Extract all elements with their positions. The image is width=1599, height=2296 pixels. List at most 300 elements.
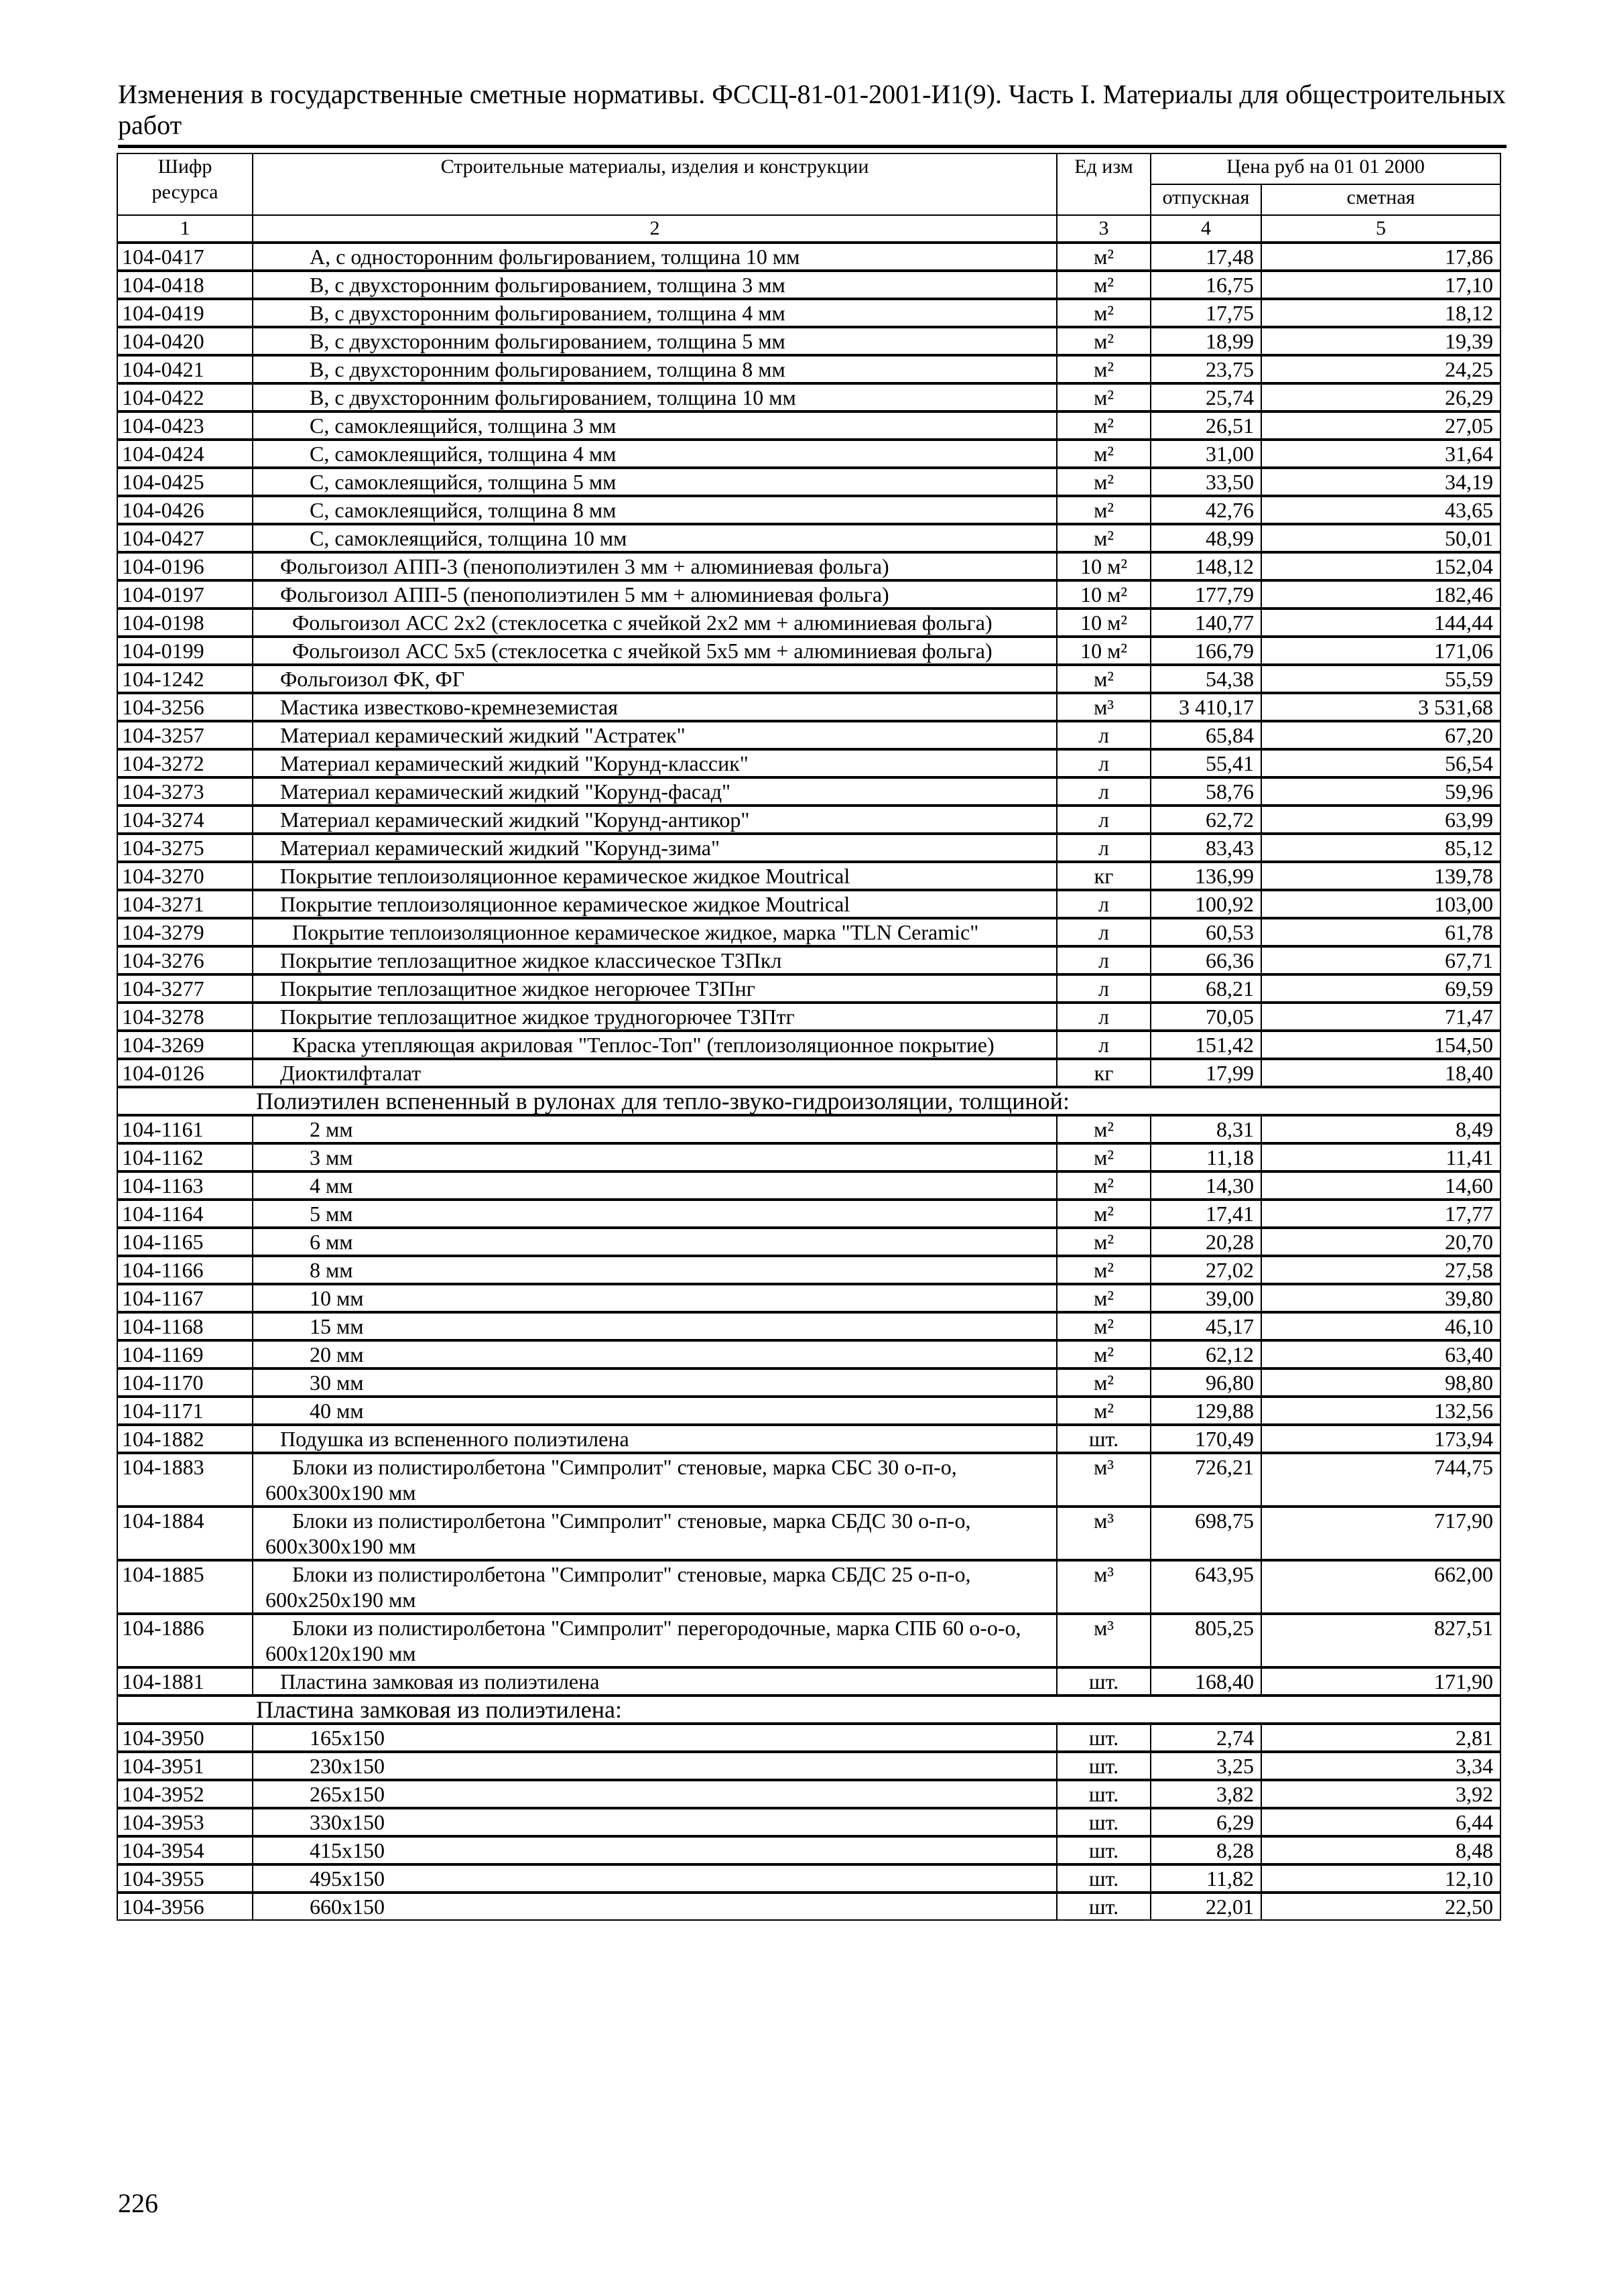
material-name: Материал керамический жидкий "Корунд-антикор" bbox=[253, 806, 1057, 834]
material-name: Блоки из полистиролбетона "Симпролит" стеновые, марка СБДС 30 о-п-о, 600х300х190 мм bbox=[253, 1507, 1057, 1560]
release-price: 148,12 bbox=[1151, 552, 1261, 580]
resource-code: 104-1162 bbox=[117, 1143, 253, 1171]
unit-of-measure: л bbox=[1057, 834, 1151, 862]
table-row bbox=[117, 524, 1500, 552]
unit-of-measure: м² bbox=[1057, 299, 1151, 327]
release-price: 168,40 bbox=[1151, 1667, 1261, 1696]
header-price-group: Цена руб на 01 01 2000 bbox=[1151, 153, 1500, 184]
release-price: 151,42 bbox=[1151, 1031, 1261, 1059]
release-price: 31,00 bbox=[1151, 440, 1261, 468]
estimate-price: 71,47 bbox=[1261, 1003, 1500, 1031]
unit-of-measure: шт. bbox=[1057, 1893, 1151, 1920]
table-row bbox=[117, 1836, 1500, 1864]
resource-code: 104-3955 bbox=[117, 1864, 253, 1893]
resource-code: 104-3256 bbox=[117, 693, 253, 721]
resource-code: 104-3954 bbox=[117, 1836, 253, 1864]
table-row bbox=[117, 1507, 1500, 1560]
release-price: 58,76 bbox=[1151, 777, 1261, 806]
material-name: Блоки из полистиролбетона "Симпролит" стеновые, марка СБДС 25 о-п-о, 600х250х190 мм bbox=[253, 1560, 1057, 1614]
resource-code: 104-0420 bbox=[117, 327, 253, 355]
unit-of-measure: м² bbox=[1057, 1340, 1151, 1368]
table-row bbox=[117, 806, 1500, 834]
estimate-price: 46,10 bbox=[1261, 1312, 1500, 1340]
unit-of-measure: кг bbox=[1057, 1059, 1151, 1087]
unit-of-measure: м² bbox=[1057, 1256, 1151, 1284]
table-row bbox=[117, 1312, 1500, 1340]
unit-of-measure: шт. bbox=[1057, 1667, 1151, 1696]
unit-of-measure: м³ bbox=[1057, 1453, 1151, 1507]
table-row bbox=[117, 721, 1500, 749]
unit-of-measure: л bbox=[1057, 1031, 1151, 1059]
estimate-price: 20,70 bbox=[1261, 1228, 1500, 1256]
material-name: 265х150 bbox=[253, 1780, 1057, 1808]
unit-of-measure: м² bbox=[1057, 440, 1151, 468]
table-row bbox=[117, 1031, 1500, 1059]
unit-of-measure: м² bbox=[1057, 243, 1151, 271]
resource-code: 104-3276 bbox=[117, 946, 253, 974]
material-name: В, с двухсторонним фольгированием, толщина 4 мм bbox=[253, 299, 1057, 327]
unit-of-measure: шт. bbox=[1057, 1425, 1151, 1453]
resource-code: 104-1167 bbox=[117, 1284, 253, 1312]
material-name: Подушка из вспененного полиэтилена bbox=[253, 1425, 1057, 1453]
estimate-price: 3 531,68 bbox=[1261, 693, 1500, 721]
unit-of-measure: шт. bbox=[1057, 1808, 1151, 1836]
unit-of-measure: м² bbox=[1057, 524, 1151, 552]
material-name: 415х150 bbox=[253, 1836, 1057, 1864]
release-price: 8,31 bbox=[1151, 1115, 1261, 1143]
unit-of-measure: м² bbox=[1057, 1228, 1151, 1256]
resource-code: 104-1886 bbox=[117, 1614, 253, 1667]
estimate-price: 67,71 bbox=[1261, 946, 1500, 974]
resource-code: 104-1169 bbox=[117, 1340, 253, 1368]
table-row bbox=[117, 1059, 1500, 1087]
resource-code: 104-1168 bbox=[117, 1312, 253, 1340]
unit-of-measure: кг bbox=[1057, 862, 1151, 890]
unit-of-measure: м² bbox=[1057, 1171, 1151, 1200]
unit-of-measure: м³ bbox=[1057, 693, 1151, 721]
estimate-price: 103,00 bbox=[1261, 890, 1500, 918]
unit-of-measure: м³ bbox=[1057, 1614, 1151, 1667]
material-name: 30 мм bbox=[253, 1368, 1057, 1397]
material-name: Покрытие теплоизоляционное керамическое жидкое Moutrical bbox=[253, 890, 1057, 918]
resource-code: 104-0427 bbox=[117, 524, 253, 552]
material-name: В, с двухсторонним фольгированием, толщина 5 мм bbox=[253, 327, 1057, 355]
table-row bbox=[117, 1143, 1500, 1171]
release-price: 96,80 bbox=[1151, 1368, 1261, 1397]
table-row bbox=[117, 1560, 1500, 1614]
table-row bbox=[117, 749, 1500, 777]
table-row bbox=[117, 1115, 1500, 1143]
estimate-price: 182,46 bbox=[1261, 580, 1500, 609]
estimate-price: 61,78 bbox=[1261, 918, 1500, 946]
resource-code: 104-3956 bbox=[117, 1893, 253, 1920]
unit-of-measure: м² bbox=[1057, 1397, 1151, 1425]
table-row bbox=[117, 327, 1500, 355]
estimate-price: 3,92 bbox=[1261, 1780, 1500, 1808]
table-row bbox=[117, 1614, 1500, 1667]
unit-of-measure: м² bbox=[1057, 1284, 1151, 1312]
resource-code: 104-3269 bbox=[117, 1031, 253, 1059]
header-unit: Ед изм bbox=[1057, 153, 1151, 215]
estimate-price: 152,04 bbox=[1261, 552, 1500, 580]
unit-of-measure: 10 м² bbox=[1057, 552, 1151, 580]
resource-code: 104-1163 bbox=[117, 1171, 253, 1200]
unit-of-measure: шт. bbox=[1057, 1752, 1151, 1780]
estimate-price: 69,59 bbox=[1261, 974, 1500, 1003]
release-price: 3,82 bbox=[1151, 1780, 1261, 1808]
estimate-price: 31,64 bbox=[1261, 440, 1500, 468]
material-name: Фольгоизол ФК, ФГ bbox=[253, 665, 1057, 693]
unit-of-measure: м² bbox=[1057, 1115, 1151, 1143]
table-row bbox=[117, 1864, 1500, 1893]
resource-code: 104-1170 bbox=[117, 1368, 253, 1397]
table-row bbox=[117, 468, 1500, 496]
material-name: Покрытие теплозащитное жидкое классическое ТЗПкл bbox=[253, 946, 1057, 974]
material-name: Блоки из полистиролбетона "Симпролит" стеновые, марка СБС 30 о-п-о, 600х300х190 мм bbox=[253, 1453, 1057, 1507]
release-price: 170,49 bbox=[1151, 1425, 1261, 1453]
unit-of-measure: м² bbox=[1057, 1368, 1151, 1397]
col-number: 2 bbox=[253, 215, 1057, 243]
release-price: 8,28 bbox=[1151, 1836, 1261, 1864]
release-price: 16,75 bbox=[1151, 271, 1261, 299]
material-name: С, самоклеящийся, толщина 4 мм bbox=[253, 440, 1057, 468]
material-name: 40 мм bbox=[253, 1397, 1057, 1425]
estimate-price: 17,77 bbox=[1261, 1200, 1500, 1228]
estimate-price: 171,90 bbox=[1261, 1667, 1500, 1696]
estimate-price: 59,96 bbox=[1261, 777, 1500, 806]
resource-code: 104-3277 bbox=[117, 974, 253, 1003]
release-price: 27,02 bbox=[1151, 1256, 1261, 1284]
material-name: Материал керамический жидкий "Корунд-зима" bbox=[253, 834, 1057, 862]
table-row bbox=[117, 1752, 1500, 1780]
release-price: 11,82 bbox=[1151, 1864, 1261, 1893]
release-price: 14,30 bbox=[1151, 1171, 1261, 1200]
resource-code: 104-1161 bbox=[117, 1115, 253, 1143]
estimate-price: 717,90 bbox=[1261, 1507, 1500, 1560]
resource-code: 104-3951 bbox=[117, 1752, 253, 1780]
material-name: В, с двухсторонним фольгированием, толщина 3 мм bbox=[253, 271, 1057, 299]
material-name: Фольгоизол АСС 2х2 (стеклосетка с ячейкой 2х2 мм + алюминиевая фольга) bbox=[253, 609, 1057, 637]
section-heading: Пластина замковая из полиэтилена: bbox=[117, 1696, 1500, 1724]
release-price: 166,79 bbox=[1151, 637, 1261, 665]
material-name: 230х150 bbox=[253, 1752, 1057, 1780]
release-price: 23,75 bbox=[1151, 355, 1261, 383]
material-name: 20 мм bbox=[253, 1340, 1057, 1368]
table-row bbox=[117, 693, 1500, 721]
estimate-price: 18,12 bbox=[1261, 299, 1500, 327]
material-name: 165х150 bbox=[253, 1724, 1057, 1752]
resource-code: 104-0198 bbox=[117, 609, 253, 637]
table-row bbox=[117, 862, 1500, 890]
table-row bbox=[117, 440, 1500, 468]
section-heading-row bbox=[117, 1087, 1500, 1115]
resource-code: 104-3273 bbox=[117, 777, 253, 806]
table-row bbox=[117, 665, 1500, 693]
estimate-price: 139,78 bbox=[1261, 862, 1500, 890]
table-row bbox=[117, 1808, 1500, 1836]
material-name: 2 мм bbox=[253, 1115, 1057, 1143]
unit-of-measure: м³ bbox=[1057, 1560, 1151, 1614]
header-release-price: отпускная bbox=[1151, 184, 1261, 215]
resource-code: 104-3279 bbox=[117, 918, 253, 946]
table-row bbox=[117, 1397, 1500, 1425]
table-row bbox=[117, 355, 1500, 383]
table-row bbox=[117, 1228, 1500, 1256]
unit-of-measure: м² bbox=[1057, 1143, 1151, 1171]
release-price: 20,28 bbox=[1151, 1228, 1261, 1256]
table-row bbox=[117, 299, 1500, 327]
estimate-price: 24,25 bbox=[1261, 355, 1500, 383]
release-price: 68,21 bbox=[1151, 974, 1261, 1003]
unit-of-measure: л bbox=[1057, 918, 1151, 946]
estimate-price: 132,56 bbox=[1261, 1397, 1500, 1425]
resource-code: 104-1884 bbox=[117, 1507, 253, 1560]
unit-of-measure: м² bbox=[1057, 665, 1151, 693]
resource-code: 104-0425 bbox=[117, 468, 253, 496]
material-name: С, самоклеящийся, толщина 5 мм bbox=[253, 468, 1057, 496]
release-price: 60,53 bbox=[1151, 918, 1261, 946]
release-price: 17,75 bbox=[1151, 299, 1261, 327]
release-price: 17,99 bbox=[1151, 1059, 1261, 1087]
estimate-price: 144,44 bbox=[1261, 609, 1500, 637]
table-row bbox=[117, 609, 1500, 637]
column-number-row bbox=[117, 215, 1500, 243]
estimate-price: 171,06 bbox=[1261, 637, 1500, 665]
release-price: 65,84 bbox=[1151, 721, 1261, 749]
resource-code: 104-0417 bbox=[117, 243, 253, 271]
estimate-price: 154,50 bbox=[1261, 1031, 1500, 1059]
header-name: Строительные материалы, изделия и конструкции bbox=[253, 153, 1057, 215]
unit-of-measure: м² bbox=[1057, 1200, 1151, 1228]
unit-of-measure: м² bbox=[1057, 496, 1151, 524]
table-row bbox=[117, 1425, 1500, 1453]
table-row bbox=[117, 1284, 1500, 1312]
section-heading: Полиэтилен вспененный в рулонах для тепло-звуко-гидроизоляции, толщиной: bbox=[117, 1087, 1500, 1115]
estimate-price: 34,19 bbox=[1261, 468, 1500, 496]
estimate-price: 6,44 bbox=[1261, 1808, 1500, 1836]
material-name: 5 мм bbox=[253, 1200, 1057, 1228]
release-price: 55,41 bbox=[1151, 749, 1261, 777]
resource-code: 104-0422 bbox=[117, 383, 253, 411]
unit-of-measure: л bbox=[1057, 806, 1151, 834]
estimate-price: 85,12 bbox=[1261, 834, 1500, 862]
table-row bbox=[117, 1368, 1500, 1397]
estimate-price: 55,59 bbox=[1261, 665, 1500, 693]
col-number: 3 bbox=[1057, 215, 1151, 243]
header-rule bbox=[118, 145, 1507, 148]
material-name: Материал керамический жидкий "Корунд-фасад" bbox=[253, 777, 1057, 806]
estimate-price: 26,29 bbox=[1261, 383, 1500, 411]
table-row bbox=[117, 1200, 1500, 1228]
resource-code: 104-1165 bbox=[117, 1228, 253, 1256]
estimate-price: 744,75 bbox=[1261, 1453, 1500, 1507]
release-price: 18,99 bbox=[1151, 327, 1261, 355]
table-row bbox=[117, 243, 1500, 271]
estimate-price: 19,39 bbox=[1261, 327, 1500, 355]
release-price: 70,05 bbox=[1151, 1003, 1261, 1031]
unit-of-measure: м² bbox=[1057, 1312, 1151, 1340]
release-price: 17,41 bbox=[1151, 1200, 1261, 1228]
release-price: 805,25 bbox=[1151, 1614, 1261, 1667]
table-row bbox=[117, 1340, 1500, 1368]
release-price: 136,99 bbox=[1151, 862, 1261, 890]
table-row bbox=[117, 552, 1500, 580]
material-name: 660х150 bbox=[253, 1893, 1057, 1920]
unit-of-measure: шт. bbox=[1057, 1724, 1151, 1752]
resource-code: 104-1166 bbox=[117, 1256, 253, 1284]
table-row bbox=[117, 1893, 1500, 1920]
estimate-price: 63,99 bbox=[1261, 806, 1500, 834]
release-price: 17,48 bbox=[1151, 243, 1261, 271]
release-price: 33,50 bbox=[1151, 468, 1261, 496]
estimate-price: 8,49 bbox=[1261, 1115, 1500, 1143]
table-row bbox=[117, 1667, 1500, 1696]
release-price: 25,74 bbox=[1151, 383, 1261, 411]
unit-of-measure: м² bbox=[1057, 355, 1151, 383]
resource-code: 104-1881 bbox=[117, 1667, 253, 1696]
estimate-price: 63,40 bbox=[1261, 1340, 1500, 1368]
section-heading-row bbox=[117, 1696, 1500, 1724]
material-name: А, с односторонним фольгированием, толщина 10 мм bbox=[253, 243, 1057, 271]
material-name: 495х150 bbox=[253, 1864, 1057, 1893]
release-price: 726,21 bbox=[1151, 1453, 1261, 1507]
table-row bbox=[117, 1453, 1500, 1507]
table-row bbox=[117, 777, 1500, 806]
material-name: 15 мм bbox=[253, 1312, 1057, 1340]
resource-code: 104-3950 bbox=[117, 1724, 253, 1752]
unit-of-measure: шт. bbox=[1057, 1864, 1151, 1893]
release-price: 62,72 bbox=[1151, 806, 1261, 834]
table-row bbox=[117, 637, 1500, 665]
release-price: 66,36 bbox=[1151, 946, 1261, 974]
estimate-price: 50,01 bbox=[1261, 524, 1500, 552]
unit-of-measure: м² bbox=[1057, 411, 1151, 440]
unit-of-measure: л bbox=[1057, 890, 1151, 918]
resource-code: 104-3275 bbox=[117, 834, 253, 862]
estimate-price: 22,50 bbox=[1261, 1893, 1500, 1920]
table-row bbox=[117, 918, 1500, 946]
estimate-price: 56,54 bbox=[1261, 749, 1500, 777]
col-number: 4 bbox=[1151, 215, 1261, 243]
material-name: Диоктилфталат bbox=[253, 1059, 1057, 1087]
estimate-price: 173,94 bbox=[1261, 1425, 1500, 1453]
table-row bbox=[117, 1003, 1500, 1031]
release-price: 140,77 bbox=[1151, 609, 1261, 637]
document-title: Изменения в государственные сметные нормативы. ФССЦ-81-01-2001-И1(9). Часть I. Материалы для общестроительных работ bbox=[118, 79, 1506, 140]
estimate-price: 8,48 bbox=[1261, 1836, 1500, 1864]
resource-code: 104-0418 bbox=[117, 271, 253, 299]
resource-code: 104-0426 bbox=[117, 496, 253, 524]
table-row bbox=[117, 1780, 1500, 1808]
material-name: Покрытие теплозащитное жидкое трудногорючее ТЗПтг bbox=[253, 1003, 1057, 1031]
table-row bbox=[117, 1724, 1500, 1752]
unit-of-measure: 10 м² bbox=[1057, 637, 1151, 665]
material-name: 10 мм bbox=[253, 1284, 1057, 1312]
unit-of-measure: 10 м² bbox=[1057, 609, 1151, 637]
material-name: Покрытие теплоизоляционное керамическое жидкое, марка "TLN Ceramic" bbox=[253, 918, 1057, 946]
table-row bbox=[117, 1256, 1500, 1284]
unit-of-measure: 10 м² bbox=[1057, 580, 1151, 609]
estimate-price: 67,20 bbox=[1261, 721, 1500, 749]
estimate-price: 12,10 bbox=[1261, 1864, 1500, 1893]
release-price: 26,51 bbox=[1151, 411, 1261, 440]
material-name: 330х150 bbox=[253, 1808, 1057, 1836]
material-name: Покрытие теплоизоляционное керамическое жидкое Moutrical bbox=[253, 862, 1057, 890]
estimate-price: 827,51 bbox=[1261, 1614, 1500, 1667]
table-row bbox=[117, 890, 1500, 918]
resource-code: 104-0424 bbox=[117, 440, 253, 468]
material-name: 4 мм bbox=[253, 1171, 1057, 1200]
page-number: 226 bbox=[118, 2188, 158, 2218]
resource-code: 104-1885 bbox=[117, 1560, 253, 1614]
release-price: 11,18 bbox=[1151, 1143, 1261, 1171]
estimate-price: 11,41 bbox=[1261, 1143, 1500, 1171]
estimate-price: 98,80 bbox=[1261, 1368, 1500, 1397]
material-name: Пластина замковая из полиэтилена bbox=[253, 1667, 1057, 1696]
estimate-price: 27,05 bbox=[1261, 411, 1500, 440]
resource-code: 104-0197 bbox=[117, 580, 253, 609]
table-row bbox=[117, 411, 1500, 440]
material-name: В, с двухсторонним фольгированием, толщина 8 мм bbox=[253, 355, 1057, 383]
unit-of-measure: шт. bbox=[1057, 1780, 1151, 1808]
material-name: С, самоклеящийся, толщина 8 мм bbox=[253, 496, 1057, 524]
material-name: Блоки из полистиролбетона "Симпролит" перегородочные, марка СПБ 60 о-о-о, 600х120х190 мм bbox=[253, 1614, 1057, 1667]
resource-code: 104-3274 bbox=[117, 806, 253, 834]
material-name: 8 мм bbox=[253, 1256, 1057, 1284]
material-name: 3 мм bbox=[253, 1143, 1057, 1171]
resource-code: 104-1242 bbox=[117, 665, 253, 693]
estimate-price: 39,80 bbox=[1261, 1284, 1500, 1312]
estimate-price: 17,86 bbox=[1261, 243, 1500, 271]
unit-of-measure: л bbox=[1057, 946, 1151, 974]
table-row bbox=[117, 383, 1500, 411]
estimate-price: 662,00 bbox=[1261, 1560, 1500, 1614]
resource-code: 104-1883 bbox=[117, 1453, 253, 1507]
release-price: 3 410,17 bbox=[1151, 693, 1261, 721]
resource-code: 104-3257 bbox=[117, 721, 253, 749]
resource-code: 104-0421 bbox=[117, 355, 253, 383]
material-name: С, самоклеящийся, толщина 10 мм bbox=[253, 524, 1057, 552]
unit-of-measure: л bbox=[1057, 749, 1151, 777]
unit-of-measure: м² bbox=[1057, 468, 1151, 496]
resource-code: 104-3953 bbox=[117, 1808, 253, 1836]
material-name: Материал керамический жидкий "Астратек" bbox=[253, 721, 1057, 749]
estimate-price: 18,40 bbox=[1261, 1059, 1500, 1087]
table-row bbox=[117, 834, 1500, 862]
release-price: 698,75 bbox=[1151, 1507, 1261, 1560]
material-name: 6 мм bbox=[253, 1228, 1057, 1256]
resource-code: 104-1882 bbox=[117, 1425, 253, 1453]
estimate-price: 17,10 bbox=[1261, 271, 1500, 299]
release-price: 3,25 bbox=[1151, 1752, 1261, 1780]
table-row bbox=[117, 1171, 1500, 1200]
material-name: Мастика известково-кремнеземистая bbox=[253, 693, 1057, 721]
material-name: Краска утепляющая акриловая "Теплос-Топ" (теплоизоляционное покрытие) bbox=[253, 1031, 1057, 1059]
release-price: 42,76 bbox=[1151, 496, 1261, 524]
resource-code: 104-1164 bbox=[117, 1200, 253, 1228]
unit-of-measure: л bbox=[1057, 777, 1151, 806]
resource-code: 104-0196 bbox=[117, 552, 253, 580]
resource-code: 104-3270 bbox=[117, 862, 253, 890]
unit-of-measure: л bbox=[1057, 721, 1151, 749]
table-row bbox=[117, 496, 1500, 524]
material-name: Покрытие теплозащитное жидкое негорючее ТЗПнг bbox=[253, 974, 1057, 1003]
resource-code: 104-0199 bbox=[117, 637, 253, 665]
release-price: 2,74 bbox=[1151, 1724, 1261, 1752]
unit-of-measure: л bbox=[1057, 1003, 1151, 1031]
release-price: 54,38 bbox=[1151, 665, 1261, 693]
estimate-price: 2,81 bbox=[1261, 1724, 1500, 1752]
